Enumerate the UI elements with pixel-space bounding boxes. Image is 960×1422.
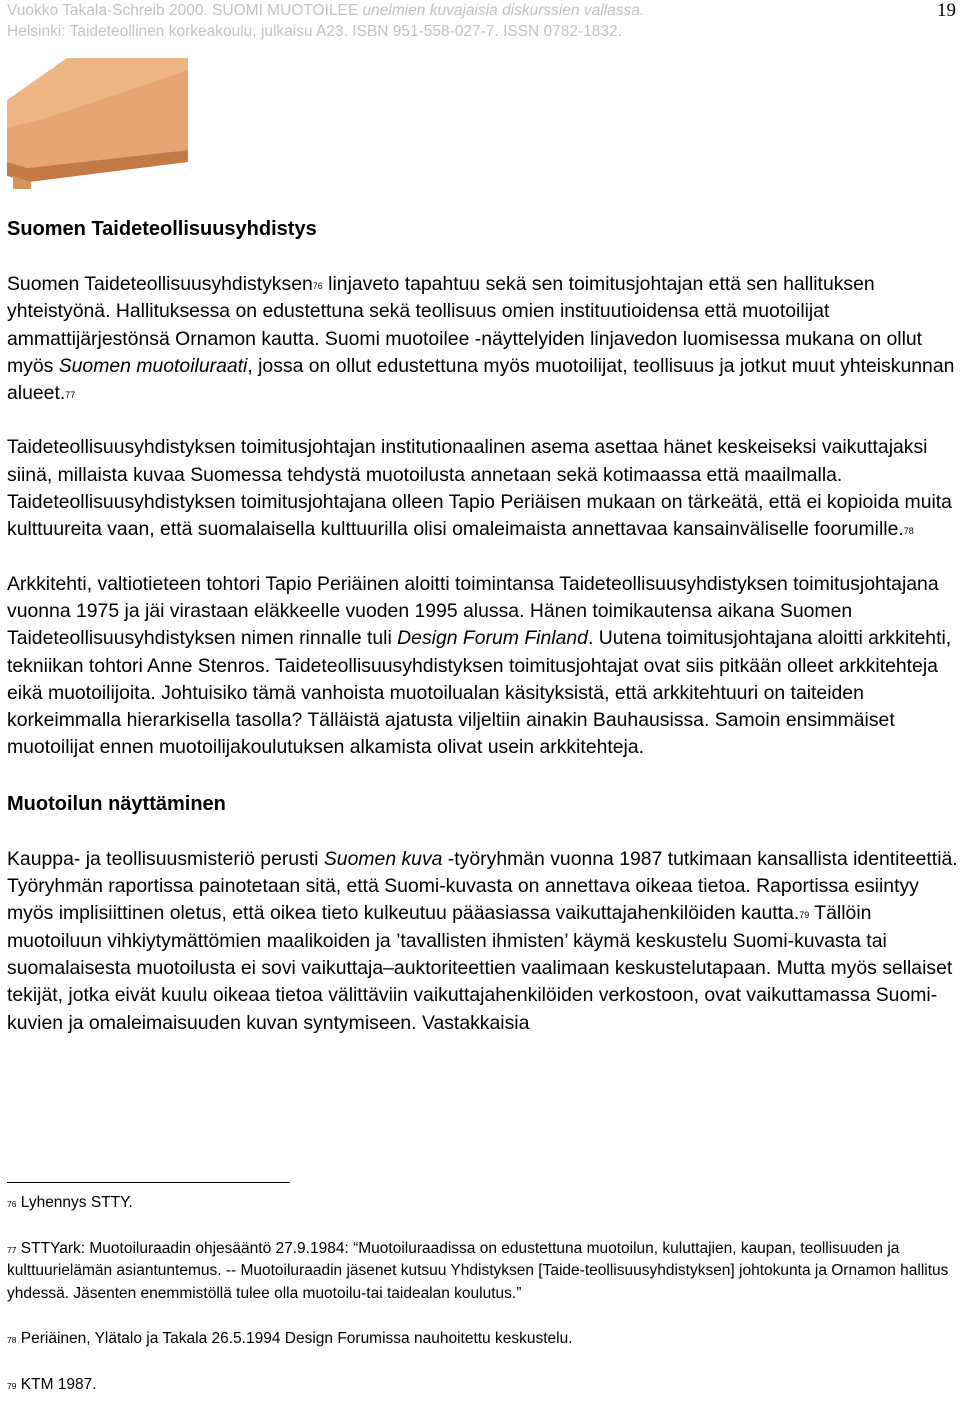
- header-line-1: Vuokko Takala-Schreib 2000. SUOMI MUOTOILEE unelmien kuvajaisia diskurssien vallassa.: [7, 2, 645, 19]
- footnote-77: $^{77}$ STTYark: Muotoiluraadin ohjesääntö 27.9.1984: “Muotoiluraadissa on edustettuna muotoilun, kuluttajien, kaupan, teollisuuden ja kulttuurielämän asiantuntemus. -- Muotoiluraadin jäsenet kutsuu Yhdistyksen [Taide-teollisuusyhdistyksen] johtokunta ja Ornamon hallitus yhdessä. Jäsenten enemmistöllä tulee olla muotoilu-tai taidealan koulutus.”: [7, 1239, 949, 1302]
- footnote-79: $^{79}$ KTM 1987.: [7, 1375, 97, 1393]
- footnotes: [7, 1192, 957, 1396]
- header-line-2: Helsinki: Taideteollinen korkeakoulu, julkaisu A23. ISBN 951-558-027-7. ISSN 0782-1832.: [7, 23, 622, 40]
- chair-photo: [7, 58, 188, 189]
- footnote-ref-77[interactable]: 77: [65, 390, 76, 401]
- footnote-ref-79[interactable]: 79: [799, 910, 810, 921]
- footnote-divider: [7, 1182, 290, 1183]
- chair-illustration: [7, 58, 188, 189]
- paragraph-3: Arkkitehti, valtiotieteen tohtori Tapio Periäinen aloitti toimintansa Taideteollisuusyhdistyksen toimitusjohtajana vuonna 1975 ja jäi virastaan eläkkeelle vuoden 1995 alussa. Hänen toimikautensa aikana Suomen Taideteollisuusyhdistyksen nimen rinnalle tuli Design Forum Finland. Uutena toimitusjohtajana aloitti arkkitehti, tekniikan tohtori Anne Stenros. Taideteollisuusyhdistyksen toimitusjohtajat ovat siis pitkään olleet arkkitehteja eikä muotoilijoita. Johtuisiko tämä vanhoista muotoilualan käsityksistä, että arkkitehtuuri on taiteiden korkeimmalla hierarkisella tasolla? Tälläistä ajatusta viljeltiin ainakin Bauhausissa. Samoin ensimmäiset muotoilijat ennen muotoilijakoulutuksen alkamista olivat usein arkkitehteja.: [7, 572, 952, 759]
- running-header: [7, 0, 644, 42]
- page-number: 19: [937, 0, 956, 21]
- paragraph-2: Taideteollisuusyhdistyksen toimitusjohtajan institutionaalinen asema asettaa hänet keskeiseksi vaikuttajaksi siinä, millaista kuvaa Suomessa tehdystä muotoilusta annetaan sekä kotimaassa että maailmalla. Taideteollisuusyhdistyksen toimitusjohtajana olleen Tapio Periäisen mukaan on tärkeätä, että ei kopioida muita kulttuureita vaan, että suomalaisella kulttuurilla olisi omaleimaista annettavaa kansainväliselle foorumille.$^{78}$: [7, 436, 952, 541]
- section-heading-muotoilun-nayttaminen: Muotoilun näyttäminen: [7, 792, 226, 815]
- footnote-ref-76[interactable]: 76: [312, 281, 323, 291]
- main-content: [7, 214, 960, 1037]
- paragraph-1: Suomen Taideteollisuusyhdistyksen$^{76}$ linjaveto tapahtuu sekä sen toimitusjohtajan että sen hallituksen yhteistyönä. Hallituksessa on edustettuna sekä teollisuus omien instituutioidensa että muotoilijat ammattijärjestönsä Ornamon kautta. Suomi muotoilee -näyttelyiden linjavedon luomisessa mukana on ollut myös Suomen muotoiluraati, jossa on ollut edustettuna myös muotoilijat, teollisuus ja jotkut muut yhteiskunnan alueet.$^{77}$: [7, 273, 955, 405]
- paragraph-4: Kauppa- ja teollisuusmisteriö perusti Suomen kuva -työryhmän vuonna 1987 tutkimaan kansallista identiteettiä. Työryhmän raportissa painotetaan sitä, että Suomi-kuvasta on annettava oikeaa tietoa. Raportissa esiintyy myös implisiittinen oletus, että oikea tieto kulkeutuu pääasiassa vaikuttajahenkilöiden kautta.$^{79}$ Tällöin muotoiluun vihkiytymättömien maalikoiden ja ’tavallisten ihmisten’ käymä keskustelu Suomi-kuvasta tai suomalaisesta muotoilusta ei sovi vaikuttaja–auktoriteettien vaalimaan keskustelutapaan. Mutta myös sellaiset tekijät, jotka eivät kuulu oikeaa tietoa välittäviin vaikuttajahenkilöiden verkostoon, ovat vaikuttamassa Suomi-kuvien ja omaleimaisuuden kuvan syntymiseen. Vastakkaisia: [7, 847, 958, 1034]
- section-heading-taideteollisuusyhdistys: Suomen Taideteollisuusyhdistys: [7, 218, 317, 240]
- header-title: unelmien kuvajaisia diskurssien vallassa.: [362, 2, 645, 19]
- footnote-76: $^{76}$ Lyhennys STTY.: [7, 1194, 133, 1211]
- footnote-78: $^{78}$ Periäinen, Ylätalo ja Takala 26.5.1994 Design Forumissa nauhoitettu keskustelu.: [7, 1330, 573, 1347]
- footnote-ref-78[interactable]: 78: [903, 526, 914, 537]
